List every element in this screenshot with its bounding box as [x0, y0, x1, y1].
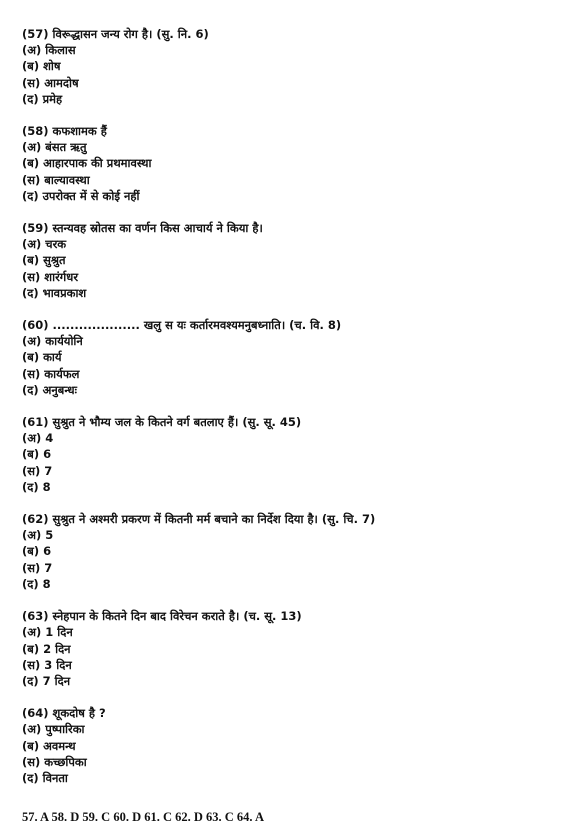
question-stem: (60) .................... खलु स यः कर्तारमवश्यमनुबध्नाति। (च. वि. 8): [22, 318, 342, 333]
option-b: (ब) आहारपाक की प्रथमावस्था: [22, 156, 152, 171]
option-d: (द) भावप्रकाश: [22, 285, 87, 300]
option-c: (स) 7: [22, 560, 53, 575]
answer-key: 57. A 58. D 59. C 60. D 61. C 62. D 63. C 64. A: [22, 810, 265, 824]
option-a: (अ) 1 दिन: [22, 625, 73, 640]
question-stem: (59) स्तन्यवह स्रोतस का वर्णन किस आचार्य ने किया है।: [22, 221, 263, 236]
option-a: (अ) पुष्पारिका: [22, 722, 85, 737]
option-c: (स) बाल्यावस्था: [22, 172, 90, 187]
question-stem: (63) स्नेहपान के कितने दिन बाद विरेचन कराते है। (च. सू. 13): [22, 609, 302, 624]
option-d: (द) 8: [22, 479, 51, 494]
option-d: (द) 8: [22, 576, 51, 591]
question-62: [22, 511, 562, 592]
option-c: (स) शारंर्गधर: [22, 269, 79, 284]
option-c: (स) कच्छपिका: [22, 754, 87, 769]
option-c: (स) आमदोष: [22, 75, 79, 90]
option-d: (द) 7 दिन: [22, 673, 71, 688]
option-b: (ब) 6: [22, 447, 52, 462]
option-d: (द) अनुबन्धः: [22, 382, 77, 397]
question-stem: (57) विरूद्धासन जन्य रोग है। (सु. नि. 6): [22, 27, 209, 41]
option-d: (द) प्रमेह: [22, 91, 63, 106]
question-61: [22, 414, 562, 495]
option-d: (द) उपरोक्त में से कोई नहीं: [22, 188, 140, 203]
option-a: (अ) चरक: [22, 237, 67, 252]
question-58: [22, 123, 562, 204]
option-b: (ब) सुश्रुत: [22, 253, 66, 268]
question-60: [22, 317, 562, 398]
question-stem: (58) कफशामक हैं: [22, 124, 107, 139]
option-b: (ब) 2 दिन: [22, 641, 71, 656]
option-d: (द) विनता: [22, 770, 68, 785]
option-c: (स) कार्यफल: [22, 366, 80, 381]
option-a: (अ) किलास: [22, 43, 76, 58]
question-63: [22, 608, 562, 689]
question-stem: (61) सुश्रुत ने भौम्य जल के कितने वर्ग बतलाए हैं। (सु. सू. 45): [22, 415, 302, 430]
question-57: [22, 26, 562, 107]
option-a: (अ) 5: [22, 528, 54, 543]
question-stem: (64) शूकदोष है ?: [22, 706, 106, 721]
option-a: (अ) कार्ययोनि: [22, 334, 83, 349]
option-b: (ब) 6: [22, 544, 52, 559]
question-64: [22, 705, 562, 786]
option-a: (अ) बंसत ऋतु: [22, 140, 87, 155]
option-b: (ब) कार्य: [22, 350, 62, 365]
question-stem: (62) सुश्रुत ने अश्मरी प्रकरण में कितनी मर्म बचाने का निर्देश दिया है। (सु. चि. 7): [22, 512, 376, 527]
option-b: (ब) शोष: [22, 59, 61, 74]
option-c: (स) 3 दिन: [22, 657, 72, 672]
question-list: [22, 26, 562, 802]
option-b: (ब) अवमन्थ: [22, 738, 76, 753]
option-a: (अ) 4: [22, 431, 54, 446]
question-59: [22, 220, 562, 301]
option-c: (स) 7: [22, 463, 53, 478]
